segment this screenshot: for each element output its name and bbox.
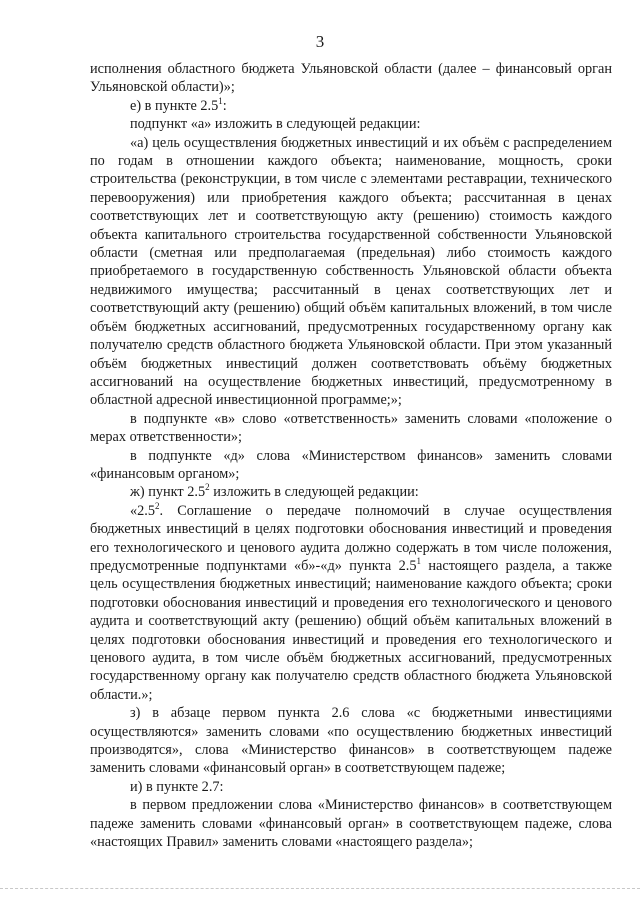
paragraph [90, 410, 612, 447]
page-number: 3 [315, 32, 325, 51]
paragraph-text: настоящего раздела, а также цель осуществления бюджетных инвестиций; наименование каждого объекта; сроки подготовки обоснования инвестиций и проведения его технологического и ценового аудита и соответствующий акту (решению) общий объём капитальных вложений в целях подготовки обоснования инвестиций и проведения его технологического и ценового аудита, в том числе объём бюджетных ассигнований, предусмотренных государственному органу как получателю средств областного бюджета Ульяновской области.»; [90, 557, 612, 703]
paragraph [90, 704, 612, 778]
paragraph [90, 60, 612, 97]
paragraph-text: исполнения областного бюджета Ульяновской области (далее – финансовый орган Ульяновской области)»; [90, 61, 612, 96]
paragraph-text: з) в абзаце первом пункта 2.6 слова «с бюджетными инвестициями осуществляются» заменить словами «по осуществлению бюджетных инвестиций производятся», слова «Министерство финансов» в соответствующем падеже заменить словами «финансовый орган» в соответствующем падеже; [90, 705, 612, 777]
paragraph [90, 97, 612, 115]
paragraph [90, 778, 612, 796]
superscript: 1 [218, 96, 223, 107]
paragraph [90, 134, 612, 410]
superscript: 2 [205, 482, 210, 493]
paragraph-text: подпункт «а» изложить в следующей редакции: [130, 116, 421, 133]
paragraph-text: изложить в следующей редакции: [209, 484, 419, 501]
superscript: 2 [155, 500, 160, 511]
paragraph [90, 447, 612, 484]
paragraph-text: и) в пункте 2.7: [130, 778, 224, 795]
superscript: 1 [416, 556, 421, 567]
paragraph-text: . Соглашение о передаче полномочий в случае осуществления бюджетных инвестиций в целях подготовки обоснования инвестиций и проведения его технологического и ценового аудита должно содержать в том числе положения, предусмотренные подпунктами «б»-«д» пункта 2.5 [90, 502, 612, 574]
paragraph-text: в подпункте «д» слова «Министерством финансов» заменить словами «финансовым органом»; [90, 447, 612, 482]
paragraph-text: «а) цель осуществления бюджетных инвестиций и их объём с распределением по годам в отношении каждого объекта; наименование, мощность, сроки строительства (реконструкции, в том числе с элементами реставрации, технического перевооружения) или приобретения каждого объекта; рассчитанная в ценах соответствующих лет и соответствующую акту (решению) стоимость каждого объекта капитального строительства государственной собственности Ульяновской области (сметная или предполагаемая (предельная) либо стоимость каждого приобретаемого в государственную собственность Ульяновской области объекта недвижимого имущества; рассчитанный в ценах соответствующих лет и соответствующий акту (решению) общий объём капитальных вложений, в том числе объём бюджетных ассигнований, предусмотренных государственному органу как получателю средств областного бюджета Ульяновской области. При этом указанный объём бюджетных инвестиций должен соответствовать объёму бюджетных ассигнований на осуществление бюджетных инвестиций, предусмотренному в областной адресной инвестиционной программе;»; [90, 134, 612, 409]
paragraph [90, 796, 612, 851]
paragraph-text: ж) пункт 2.5 [130, 484, 206, 501]
scan-edge-divider [0, 888, 640, 890]
paragraph-text: : [222, 97, 227, 114]
paragraph-text: «2.5 [130, 502, 156, 519]
paragraph [90, 502, 612, 704]
document-body [90, 60, 612, 851]
paragraph [90, 115, 612, 133]
paragraph [90, 483, 612, 501]
paragraph-text: в подпункте «в» слово «ответственность» заменить словами «положение о мерах ответственности»; [90, 410, 612, 446]
paragraph-text: е) в пункте 2.5 [130, 97, 219, 114]
paragraph-text: в первом предложении слова «Министерство финансов» в соответствующем падеже заменить словами «финансовый орган» в соответствующем падеже, слова «настоящих Правил» заменить словами «настоящего раздела»; [90, 797, 612, 851]
